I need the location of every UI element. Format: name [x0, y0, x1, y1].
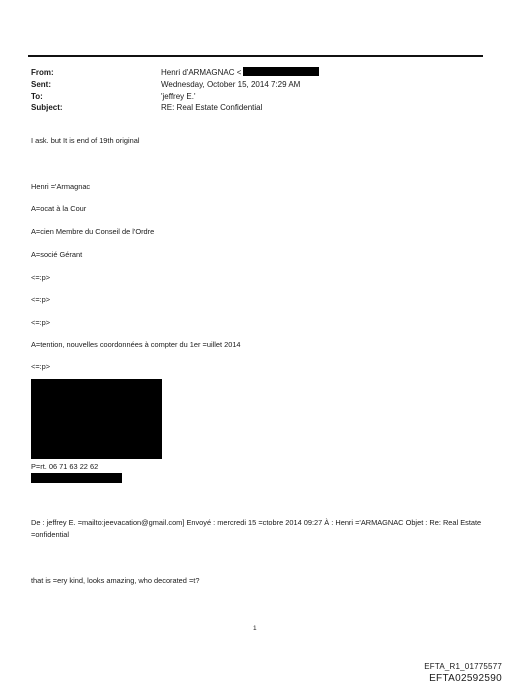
page-number: 1	[253, 625, 257, 632]
subject-value: RE: Real Estate Confidential	[161, 103, 263, 112]
bates-number-1: EFTA_R1_01775577	[424, 662, 502, 671]
paragraph-marker-2: <=:p>	[31, 295, 51, 304]
phone-line: P=rt. 06 71 63 22 62	[31, 462, 99, 471]
sent-label: Sent:	[31, 80, 51, 89]
signature-name: Henri ='Armagnac	[31, 182, 91, 191]
signature-title-3: A=socié Gérant	[31, 250, 83, 259]
redaction-from-email	[243, 67, 319, 76]
redaction-address-block	[31, 379, 162, 459]
to-value: 'jeffrey E.'	[161, 92, 196, 101]
quoted-message-body: that is =ery kind, looks amazing, who decorated =t?	[31, 576, 200, 585]
to-label: To:	[31, 92, 43, 101]
quoted-message-header: De : jeffrey E. =mailto:jeevacation@gmail.com] Envoyé : mercredi 15 =ctobre 2014 09:27 À : Henri ='ARMAGNAC Objet : Re: Real Estate =onfidential	[31, 518, 482, 539]
from-value: Henri d'ARMAGNAC <	[161, 68, 242, 77]
subject-label: Subject:	[31, 103, 63, 112]
paragraph-marker-1: <=:p>	[31, 273, 51, 282]
bates-number-2: EFTA02592590	[429, 673, 502, 684]
from-label: From:	[31, 68, 54, 77]
redaction-contact-line	[31, 473, 122, 483]
address-notice: A=tention, nouvelles coordonnées à compter du 1er =uillet 2014	[31, 340, 241, 349]
body-line-1: I ask. but It is end of 19th original	[31, 136, 140, 145]
paragraph-marker-4: <=:p>	[31, 362, 51, 371]
signature-title-2: A=cien Membre du Conseil de l'Ordre	[31, 227, 155, 236]
signature-title-1: A=ocat à la Cour	[31, 204, 87, 213]
paragraph-marker-3: <=:p>	[31, 318, 51, 327]
header-divider	[28, 55, 483, 57]
sent-value: Wednesday, October 15, 2014 7:29 AM	[161, 80, 301, 89]
